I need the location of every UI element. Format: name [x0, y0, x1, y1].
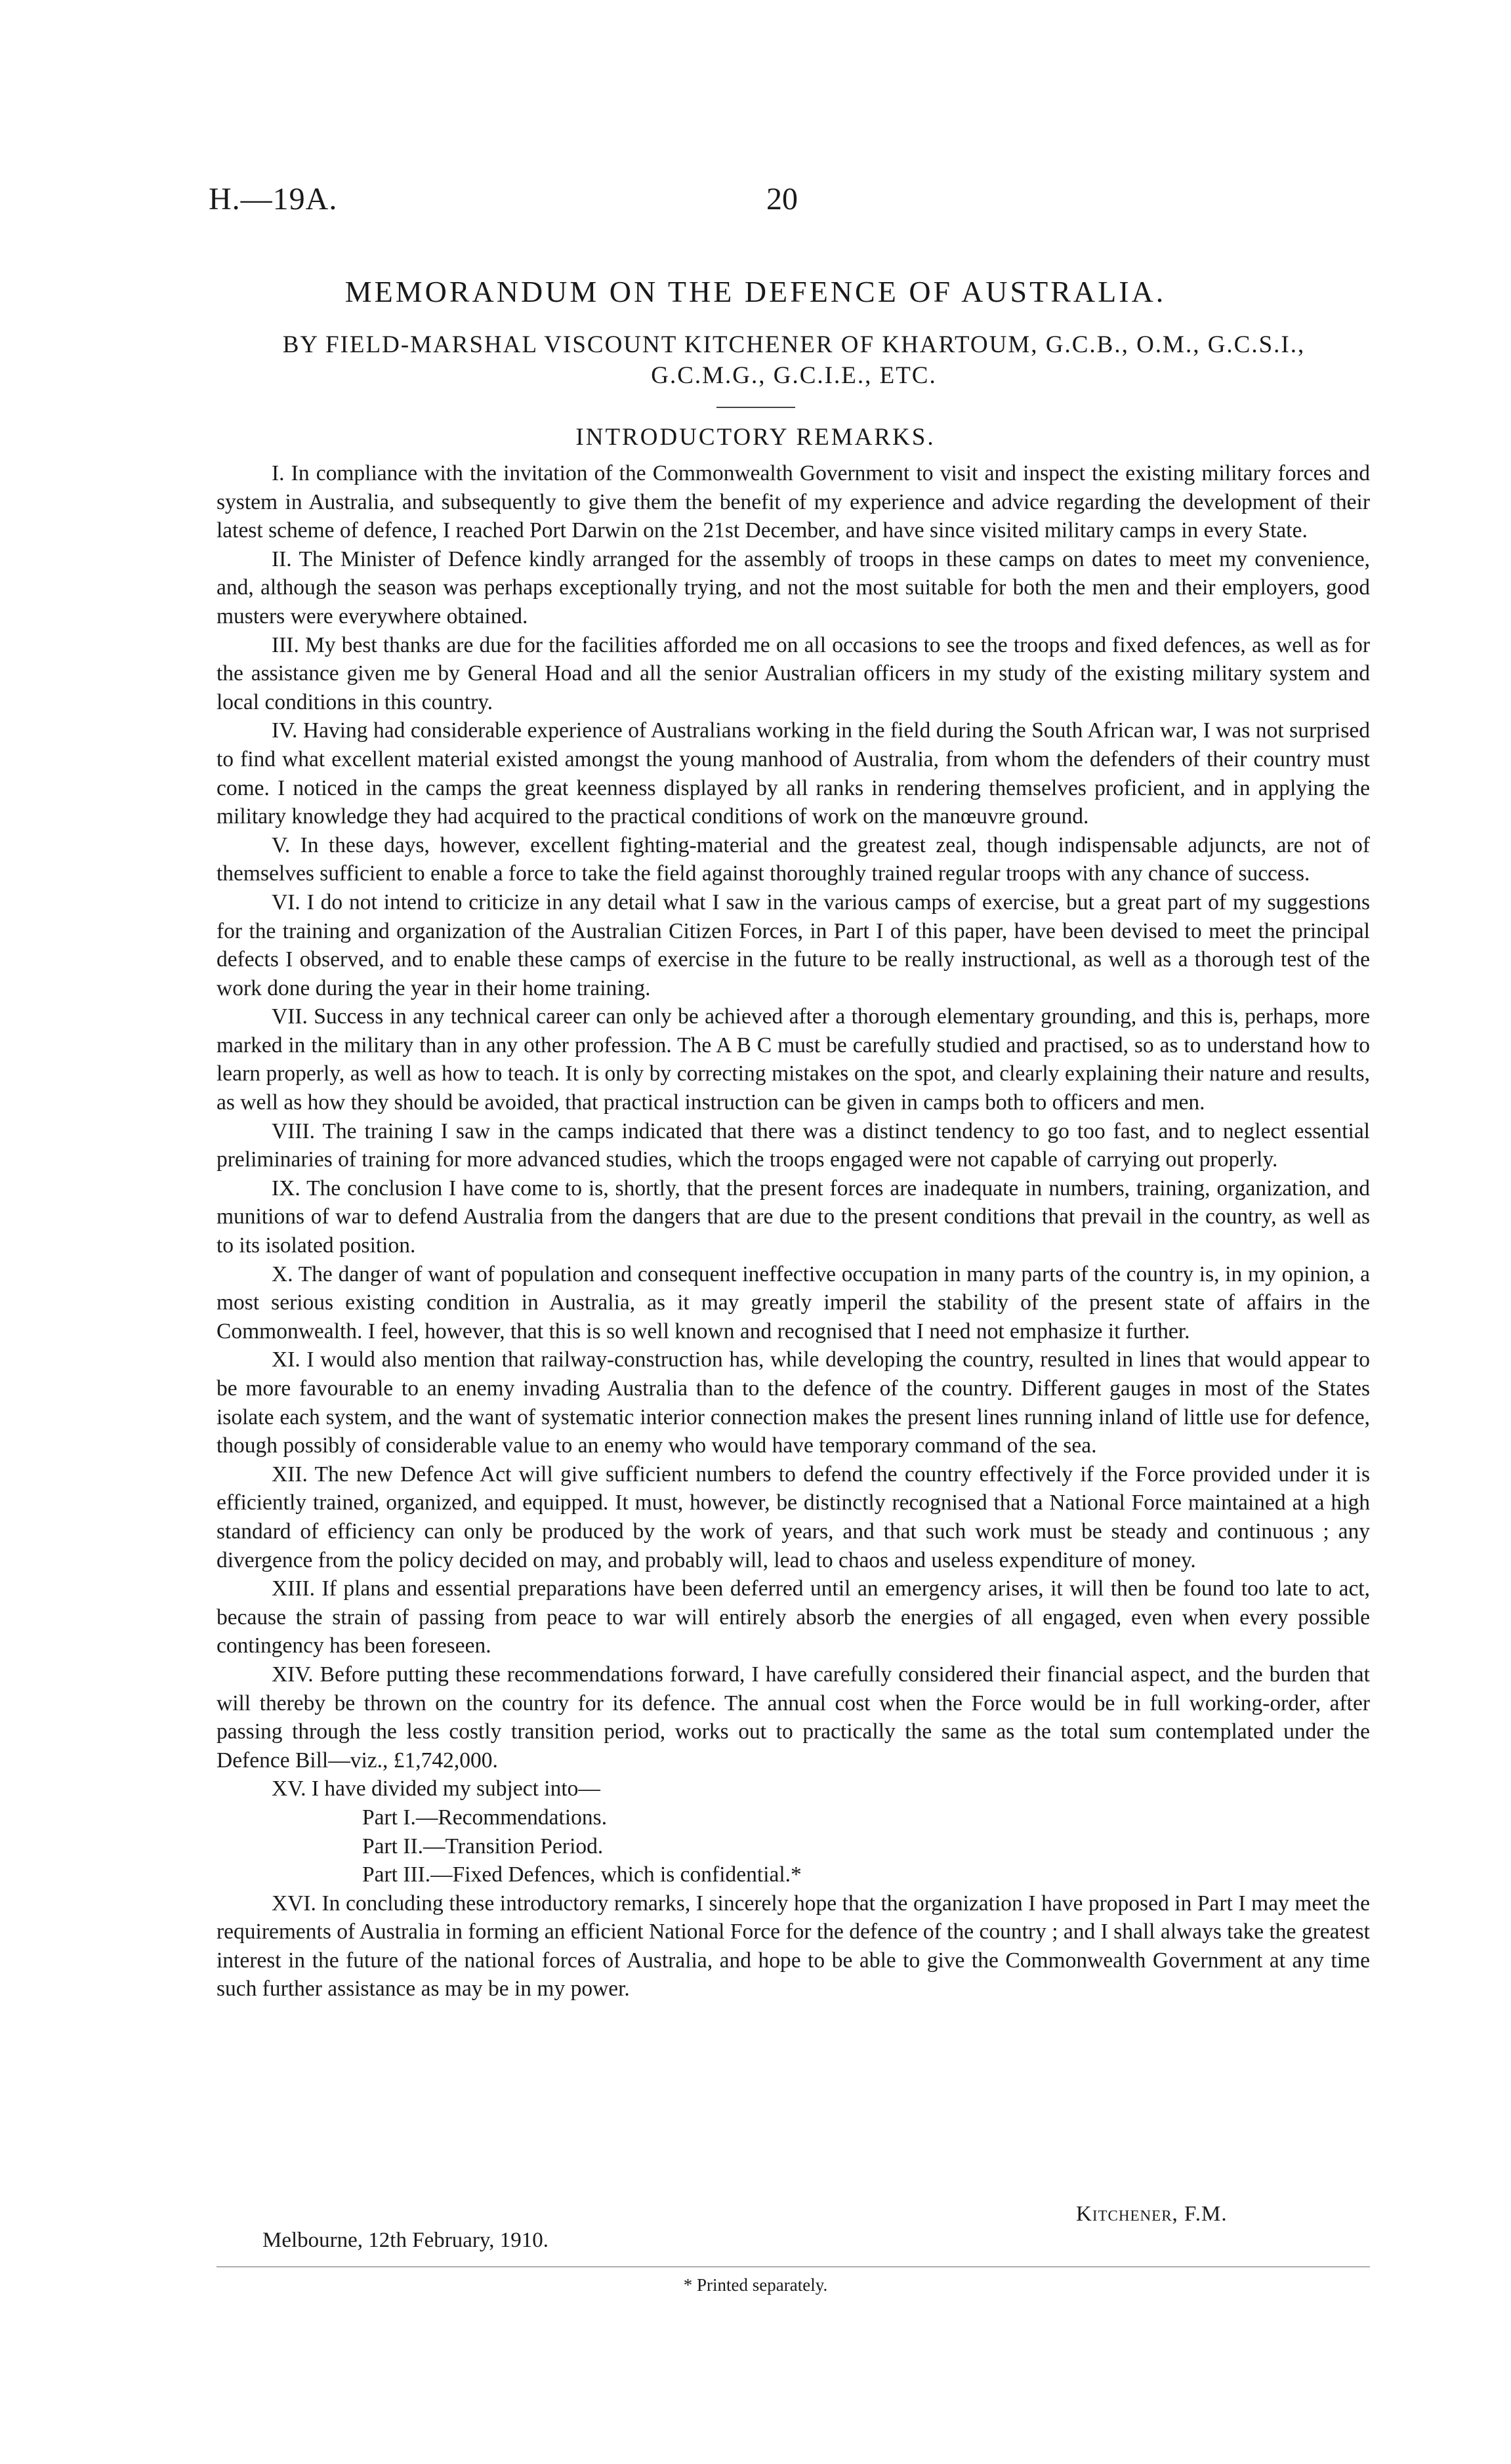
paragraph-7: VII. Success in any technical career can only be achieved after a thorough elementary grounding, and this is, perhaps, more marked in the military than in any other profession. The A B C must be carefully studied and practised, so as to understand how to learn properly, as well as how to teach. It is only by correcting mistakes on the spot, and clearly explaining their nature and results, as well as how they should be avoided, that practical instruction can be given in camps both to officers and men.	[217, 1004, 1370, 1115]
memorandum-title: MEMORANDUM ON THE DEFENCE OF AUSTRALIA.	[344, 275, 1167, 308]
document-code: H.—19A.	[209, 182, 338, 216]
page-number: 20	[766, 182, 798, 216]
paragraph-13: XIII. If plans and essential preparations have been deferred until an emergency arises, it will then be found too late to act, because the strain of passing from peace to war will entirely absorb the energies of all engaged, even when every possible contingency has been foreseen.	[217, 1576, 1370, 1658]
title-divider	[716, 407, 795, 408]
paragraph-8: VIII. The training I saw in the camps indicated that there was a distinct tendency to go too fast, and to neglect essential preliminaries of training for more advanced studies, which the troops engaged were not capable of carrying out properly.	[217, 1119, 1370, 1172]
byline-line-2: G.C.M.G., G.C.I.E., ETC.	[651, 362, 937, 389]
paragraph-3: III. My best thanks are due for the facilities afforded me on all occasions to see the troops and fixed defences, as well as for the assistance given me by General Hoad and all the senior Australian officers in my study of the existing military system and local conditions in this country.	[217, 632, 1370, 714]
footnote: * Printed separately.	[683, 2275, 828, 2295]
part-3-item: Part III.—Fixed Defences, which is confidential.*	[362, 1862, 802, 1887]
paragraph-4: IV. Having had considerable experience of Australians working in the field during the South African war, I was not surprised to find what excellent material existed amongst the young manhood of Australia, from whom the defenders of their country must come. I noticed in the camps the great keenness displayed by all ranks in rendering themselves proficient, and in applying the military knowledge they had acquired to the practical conditions of work on the manœuvre ground.	[217, 718, 1370, 829]
paragraph-15: XV. I have divided my subject into—	[272, 1776, 600, 1801]
paragraph-10: X. The danger of want of population and consequent ineffective occupation in many parts of the country is, in my opinion, a most serious existing condition in Australia, as it may greatly imperil the stability of the present state of affairs in the Commonwealth. I feel, however, that this is so well known and recognised that I need not emphasize it further.	[217, 1262, 1370, 1344]
paragraph-14: XIV. Before putting these recommendations forward, I have carefully considered their financial aspect, and the burden that will thereby be thrown on the country for its defence. The annual cost when the Force would be in full working-order, after passing through the less costly transition period, works out to practically the same as the total sum contemplated under the Defence Bill—viz., £1,742,000.	[217, 1662, 1370, 1773]
paragraph-5: V. In these days, however, excellent fighting-material and the greatest zeal, though indispensable adjuncts, are not of themselves sufficient to enable a force to take the field against thoroughly trained regular troops with any chance of success.	[217, 832, 1370, 886]
closing-paragraph: XVI. In concluding these introductory remarks, I sincerely hope that the organization I have proposed in Part I may meet the requirements of Australia in forming an efficient National Force for the defence of the country ; and I shall always take the greatest interest in the future of the national forces of Australia, and hope to be able to give the Commonwealth Government at any time such further assistance as may be in my power.	[217, 1891, 1370, 2002]
section-heading: INTRODUCTORY REMARKS.	[575, 424, 936, 451]
author-byline	[217, 329, 1371, 391]
paragraph-12: XII. The new Defence Act will give sufficient numbers to defend the country effectively if the Force provided under it is efficiently trained, organized, and equipped. It must, however, be distinctly recognised that a National Force maintained at a high standard of efficiency can only be produced by the work of years, and that such work must be steady and continuous ; any divergence from the policy decided on may, and probably will, lead to chaos and useless expenditure of money.	[217, 1462, 1370, 1572]
parts-list	[217, 1803, 1370, 1889]
paragraph-9: IX. The conclusion I have come to is, shortly, that the present forces are inadequate in numbers, training, organization, and munitions of war to defend Australia from the dangers that are due to the present conditions that prevail in the country, as well as to its isolated position.	[217, 1176, 1370, 1258]
byline-line-1: BY FIELD-MARSHAL VISCOUNT KITCHENER OF KHARTOUM, G.C.B., O.M., G.C.S.I.,	[282, 331, 1306, 358]
body-text	[217, 459, 1370, 2003]
paragraph-6: VI. I do not intend to criticize in any detail what I saw in the various camps of exercise, but a great part of my suggestions for the training and organization of the Australian Citizen Forces, in Part I of this paper, have been devised to meet the principal defects I observed, and to enable these camps of exercise in the future to be really instructional, as well as a thorough test of the work done during the year in their home training.	[217, 890, 1370, 1000]
part-1-item: Part I.—Recommendations.	[362, 1805, 608, 1830]
paragraph-2: II. The Minister of Defence kindly arranged for the assembly of troops in these camps on dates to meet my convenience, and, although the season was perhaps exceptionally trying, and not the most suitable for both the men and their employers, good musters were everywhere obtained.	[217, 546, 1370, 628]
signature: Kitchener, F.M.	[1076, 2202, 1228, 2226]
place-date: Melbourne, 12th February, 1910.	[262, 2228, 549, 2252]
paragraph-11: XI. I would also mention that railway-construction has, while developing the country, resulted in lines that would appear to be more favourable to an enemy invading Australia than to the defence of the country. Different gauges in most of the States isolate each system, and the want of systematic interior connection makes the present lines running inland of little use for defence, though possibly of considerable value to an enemy who would have temporary command of the sea.	[217, 1347, 1370, 1458]
paragraph-1: I. In compliance with the invitation of the Commonwealth Government to visit and inspect the existing military forces and system in Australia, and subsequently to give them the benefit of my experience and advice regarding the development of their latest scheme of defence, I reached Port Darwin on the 21st December, and have since visited military camps in every State.	[217, 461, 1370, 543]
part-2-item: Part II.—Transition Period.	[362, 1834, 604, 1858]
